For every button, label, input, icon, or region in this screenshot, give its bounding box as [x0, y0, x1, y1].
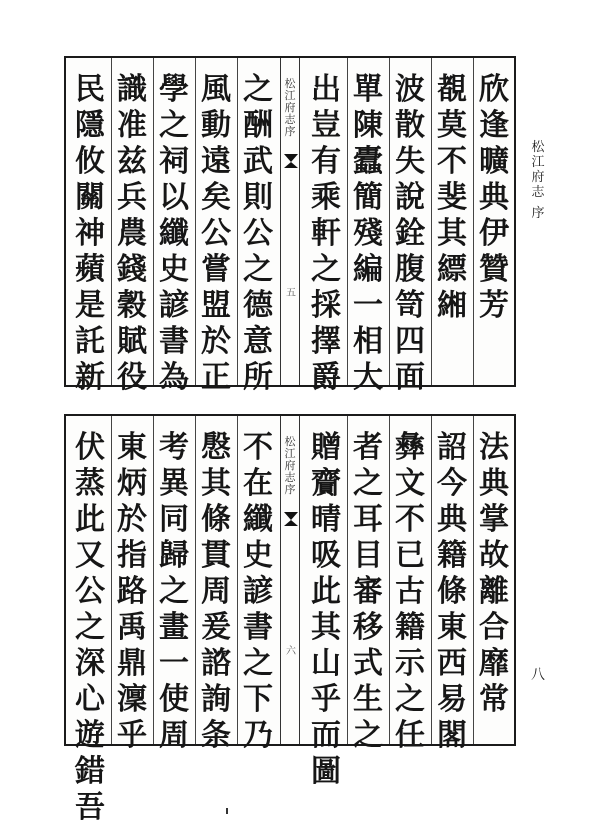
bottom-column-1: 法 典 掌 故 離 合 靡 常: [479, 430, 509, 717]
top-column-6: 之 酬 武 則 公 之 德 意 所: [243, 72, 273, 395]
top-column-rule: [473, 58, 474, 385]
top-text-block: [64, 56, 516, 395]
fishtail-mark-icon: [284, 512, 298, 520]
bottom-column-rule: [237, 416, 238, 744]
top-column-2: 覩 莫 不 斐 其 縹 緗: [437, 72, 467, 323]
top-column-8: 學 之 祠 以 纖 史 諺 書 為: [159, 72, 189, 395]
fishtail-mark-lower-icon: [284, 520, 298, 526]
top-column-4: 單 陳 蠹 簡 殘 編 一 相 大: [353, 72, 383, 395]
fishtail-mark-icon: [284, 154, 298, 162]
stray-ink-mark: [226, 808, 228, 814]
bottom-center-gutter: [280, 416, 300, 744]
bottom-column-rule: [347, 416, 348, 744]
bottom-gutter-page-number: 六: [286, 646, 296, 657]
top-column-rule: [153, 58, 154, 385]
top-column-3: 波 散 失 說 銓 腹 笥 四 面: [395, 72, 425, 395]
top-column-rule: [347, 58, 348, 385]
fishtail-mark-lower-icon: [284, 162, 298, 168]
top-column-5: 出 豈 有 乘 軒 之 採 擇 爵: [311, 72, 341, 395]
bottom-column-rule: [389, 416, 390, 744]
top-column-10: 民 隱 攸 關 神 蘋 是 託 新: [75, 72, 105, 395]
bottom-column-10: 伏 蒸 此 又 公 之 深 心 遊 錯 吾: [75, 430, 105, 825]
bottom-column-4: 者 之 耳 目 審 移 式 生 之: [353, 430, 383, 753]
bottom-column-3: 彝 文 不 已 古 籍 示 之 任: [395, 430, 425, 753]
bottom-column-rule: [153, 416, 154, 744]
bottom-column-rule: [431, 416, 432, 744]
bottom-column-rule: [195, 416, 196, 744]
bottom-column-rule: [111, 416, 112, 744]
top-column-rule: [431, 58, 432, 385]
bottom-text-block: [64, 414, 516, 825]
margin-section-label: 序: [531, 206, 545, 221]
bottom-column-9: 東 炳 於 指 路 禹 鼎 澟 乎: [117, 430, 147, 753]
top-column-7: 風 動 遠 矣 公 嘗 盟 於 正: [201, 72, 231, 395]
bottom-column-rule: [473, 416, 474, 744]
top-column-rule: [111, 58, 112, 385]
bottom-column-5: 贈 齎 晴 吸 此 其 山 乎 而 圖: [311, 430, 341, 789]
bottom-column-7: 慇 其 條 貫 周 爰 諮 詢 条: [201, 430, 231, 753]
top-column-1: 欣 逢 曠 典 伊 贊 芳: [479, 72, 509, 323]
top-center-gutter: [280, 58, 300, 385]
top-column-rule: [389, 58, 390, 385]
top-gutter-title: 松江府志序: [284, 77, 296, 138]
margin-folio-number: 八: [531, 667, 545, 683]
top-column-rule: [195, 58, 196, 385]
bottom-gutter-title: 松江府志序: [284, 435, 296, 496]
bottom-column-8: 考 異 同 歸 之 畫 一 使 周: [159, 430, 189, 753]
top-column-rule: [237, 58, 238, 385]
top-column-9: 識 准 兹 兵 農 錢 穀 賦 役: [117, 72, 147, 395]
top-gutter-page-number: 五: [286, 288, 296, 299]
margin-book-title: 松江府志: [531, 140, 545, 200]
bottom-column-2: 詔 今 典 籍 條 東 西 易 閣: [437, 430, 467, 753]
bottom-column-6: 不 在 纖 史 諺 書 之 下 乃: [243, 430, 273, 753]
